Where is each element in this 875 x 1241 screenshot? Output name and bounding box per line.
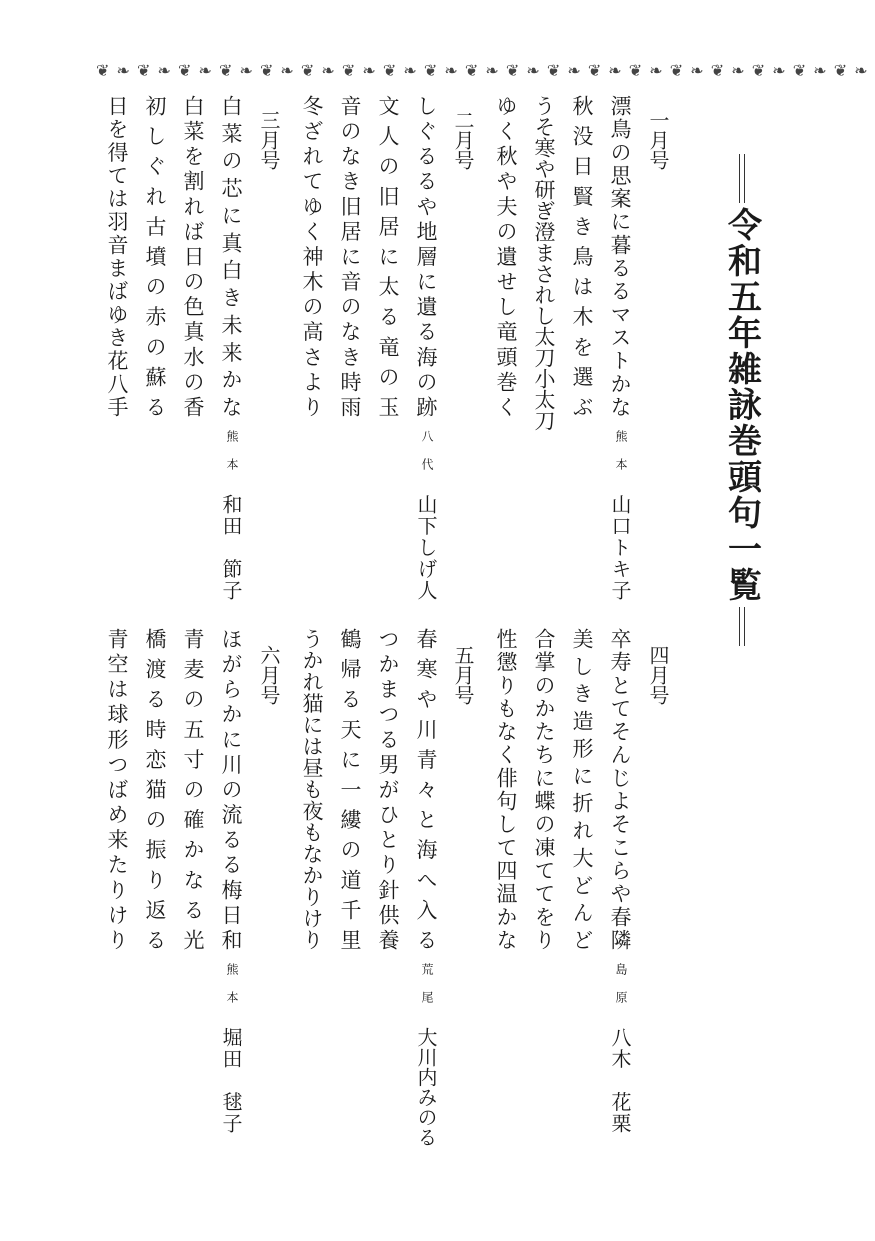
author-location: 熊本 [614,430,628,486]
author-name: 和田 節子 [219,494,243,600]
author-location: 熊本 [225,430,239,486]
haiku-line: 冬ざれてゆく神木の高さより [300,95,324,417]
issue-label-jan: 一月号 [646,110,670,170]
haiku-line: 鶴帰る天に一縷の道千里 [338,628,362,950]
issue-label-mar: 三月号 [257,110,281,170]
issue-label-apr: 四月号 [646,645,670,705]
haiku-line: 白菜を割れば日の色真水の香 [181,95,205,417]
haiku-line: 橋渡る時恋猫の振り返る [143,628,167,950]
haiku-line: 青麦の五寸の確かなる光 [181,628,205,950]
haiku-line: 漂鳥の思案に暮るるマストかな [608,95,632,417]
haiku-line: 春寒や川青々と海へ入る [414,628,438,950]
haiku-line: うかれ猫には昼も夜もなかりけり [300,628,324,950]
ornament-border: ❦ ❧ ❦ ❧ ❦ ❧ ❦ ❧ ❦ ❧ ❦ ❧ ❦ ❧ ❦ ❧ ❦ ❧ ❦ ❧ ❦ ❧ ❦ ❧ ❦ ❧ ❦ ❧ ❦ ❧ ❦ ❧ ❦ ❧ ❦ ❧ ❦ ❧ [96,61,869,80]
haiku-line: ほがらかに川の流るる梅日和 [219,628,243,950]
haiku-line: 初しぐれ古墳の赤の蘇る [143,95,167,417]
haiku-line: 白菜の芯に真白き未来かな [219,95,243,417]
issue-label-feb: 二月号 [451,110,475,170]
author-location: 熊本 [225,963,239,1019]
haiku-line: 音のなき旧居に音のなき時雨 [338,95,362,417]
page-title [718,150,766,650]
haiku-line: しぐるるや地層に遺る海の跡 [414,95,438,417]
haiku-line: 日を得ては羽音まばゆき花八手 [105,95,129,417]
author-name: 山口トキ子 [608,494,632,600]
haiku-line: うそ寒や研ぎ澄まされし太刀小太刀 [532,95,556,431]
title-text: 令和五年雑詠巻頭句一覧 [721,206,762,603]
haiku-line: 卒寿とてそんじよそこらや春隣 [608,628,632,950]
haiku-line: ゆく秋や夫の遺せし竜頭巻く [494,95,518,417]
author-location: 島原 [614,963,628,1019]
issue-label-may: 五月号 [451,645,475,705]
haiku-line: 合掌のかたちに蝶の凍ててをり [532,628,556,950]
author-location: 八代 [420,430,434,486]
haiku-line: 文人の旧居に太る竜の玉 [376,95,400,417]
author-name: 山下しげ人 [414,494,438,600]
haiku-line: 秋没日賢き鳥は木を選ぶ [570,95,594,417]
title-rule-bottom [739,607,745,646]
author-name: 大川内みのる [414,1027,438,1147]
author-location: 荒尾 [420,963,434,1019]
issue-label-jun: 六月号 [257,645,281,705]
author-name: 八木 花栗 [608,1027,632,1133]
haiku-line: 青空は球形つばめ来たりけり [105,628,129,950]
author-name: 堀田 毬子 [219,1027,243,1133]
title-rule-top [739,154,745,203]
haiku-line: 美しき造形に折れ大どんど [570,628,594,950]
haiku-line: 性懲りもなく俳句して四温かな [494,628,518,950]
haiku-line: つかまつる男がひとり針供養 [376,628,400,950]
